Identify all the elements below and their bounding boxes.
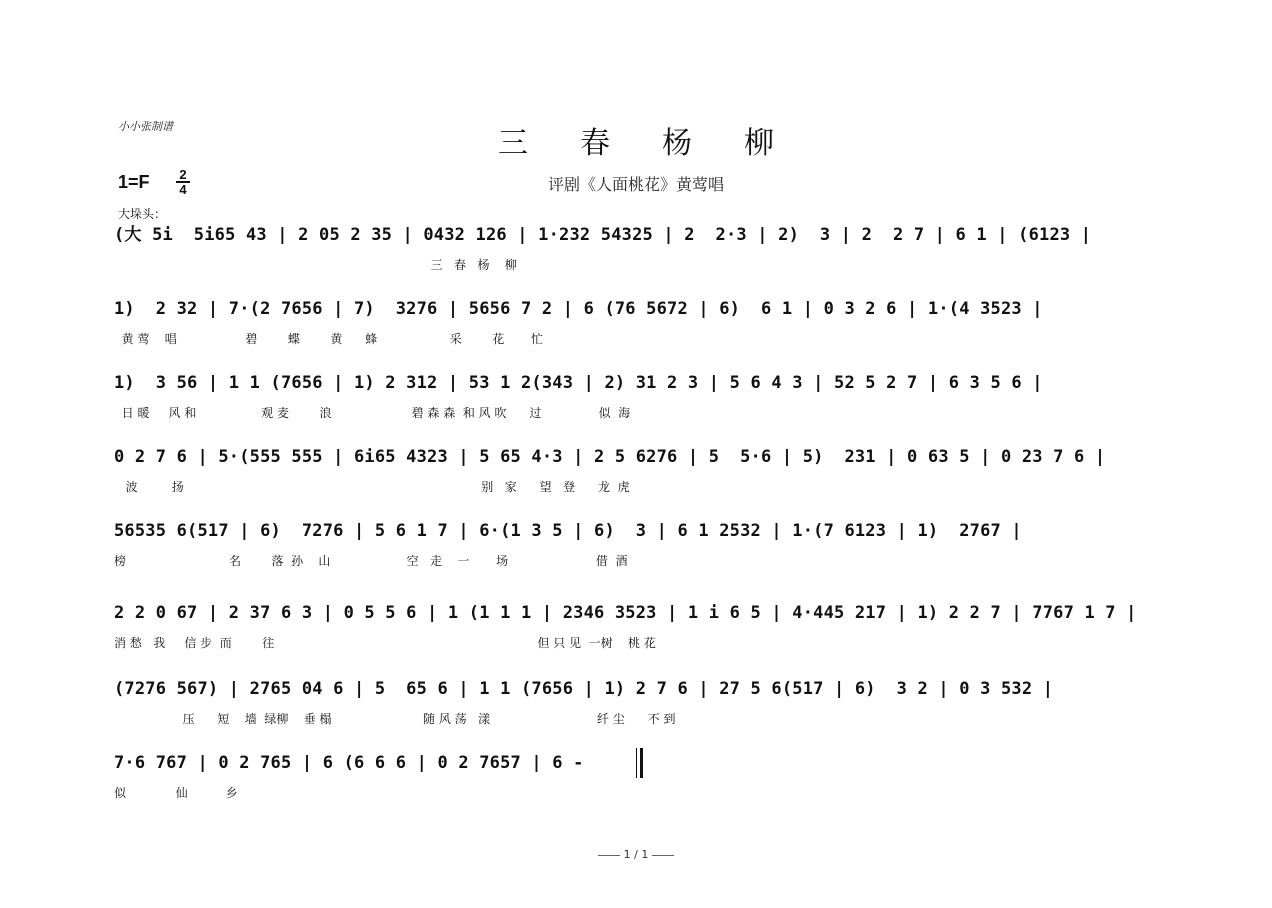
score-system-6 (114, 600, 1178, 652)
lyrics-line: 消 愁 我 信 步 而 往 但 只 见 一树 桃 花 (114, 636, 656, 650)
notation-line: 56535 6(517 | 6) 7276 | 5 6 1 7 | 6·(1 3 5 | 6) 3 | 6 1 2532 | 1·(7 6123 | 1) 2767 | (114, 521, 1022, 541)
final-barline-thick (640, 748, 643, 778)
notation-line: (大 5i 5i65 43 | 2 05 2 35 | 0432 126 | 1·232 54325 | 2 2·3 | 2) 3 | 2 2 7 | 6 1 | (6123 | (114, 225, 1092, 245)
notation-line: 7·6 767 | 0 2 765 | 6 (6 6 6 | 0 2 7657 | 6 - (114, 753, 584, 773)
footer-rule-right (652, 855, 674, 856)
lyrics-line: 似 仙 乡 (114, 786, 238, 800)
score-system-2 (114, 296, 1178, 348)
key-signature: 1=F (118, 172, 150, 192)
notation-line: (7276 567) | 2765 04 6 | 5 65 6 | 1 1 (7656 | 1) 2 7 6 | 27 5 6(517 | 6) 3 2 | 0 3 532 | (114, 679, 1054, 699)
lyrics-line: 波 扬 别 家 望 登 龙 虎 (114, 480, 630, 494)
time-signature-bottom: 4 (179, 182, 187, 197)
transcriber-credit: 小小张制谱 (118, 120, 173, 133)
notation-line: 1) 3 56 | 1 1 (7656 | 1) 2 312 | 53 1 2(343 | 2) 31 2 3 | 5 6 4 3 | 52 5 2 7 | 6 3 5 6 | (114, 373, 1043, 393)
lyrics-line: 黄 莺 唱 碧 蝶 黄 蜂 采 花 忙 (114, 332, 543, 346)
footer-rule-left (598, 855, 620, 856)
score-system-5 (114, 518, 1178, 570)
score-system-8 (114, 750, 1178, 802)
page-title: 三春杨柳 (498, 126, 826, 161)
page-subtitle: 评剧《人面桃花》黄莺唱 (547, 175, 724, 194)
lyrics-line: 压 短 墙 绿柳 垂 榻 随 风 荡 漾 纤 尘 不 到 (114, 712, 676, 726)
time-signature (176, 168, 190, 196)
intro-label: 大垛头： (118, 207, 167, 221)
lyrics-line: 日 暖 风 和 观 麦 浪 碧 森 森 和 风 吹 过 似 海 (114, 406, 631, 420)
score-system-4 (114, 444, 1178, 496)
page-number-text: 1 / 1 (623, 848, 649, 861)
score-system-3 (114, 370, 1178, 422)
notation-line: 2 2 0 67 | 2 37 6 3 | 0 5 5 6 | 1 (1 1 1 | 2346 3523 | 1 i 6 5 | 4·445 217 | 1) 2 2 7 | 7767 1 7 | (114, 603, 1137, 623)
page-number (0, 848, 1272, 861)
time-signature-top: 2 (179, 167, 187, 182)
score-system-7 (114, 676, 1178, 728)
notation-line: 0 2 7 6 | 5·(555 555 | 6i65 4323 | 5 65 4·3 | 2 5 6276 | 5 5·6 | 5) 231 | 0 63 5 | 0 23 7 6 | (114, 447, 1106, 467)
final-barline-thin (636, 748, 637, 778)
score-system-1 (114, 222, 1178, 274)
lyrics-line: 榜 名 落 孙 山 空 走 一 场 借 酒 (114, 554, 628, 568)
lyrics-line: 三 春 杨 柳 (114, 258, 517, 272)
notation-line: 1) 2 32 | 7·(2 7656 | 7) 3276 | 5656 7 2 | 6 (76 5672 | 6) 6 1 | 0 3 2 6 | 1·(4 3523 | (114, 299, 1043, 319)
